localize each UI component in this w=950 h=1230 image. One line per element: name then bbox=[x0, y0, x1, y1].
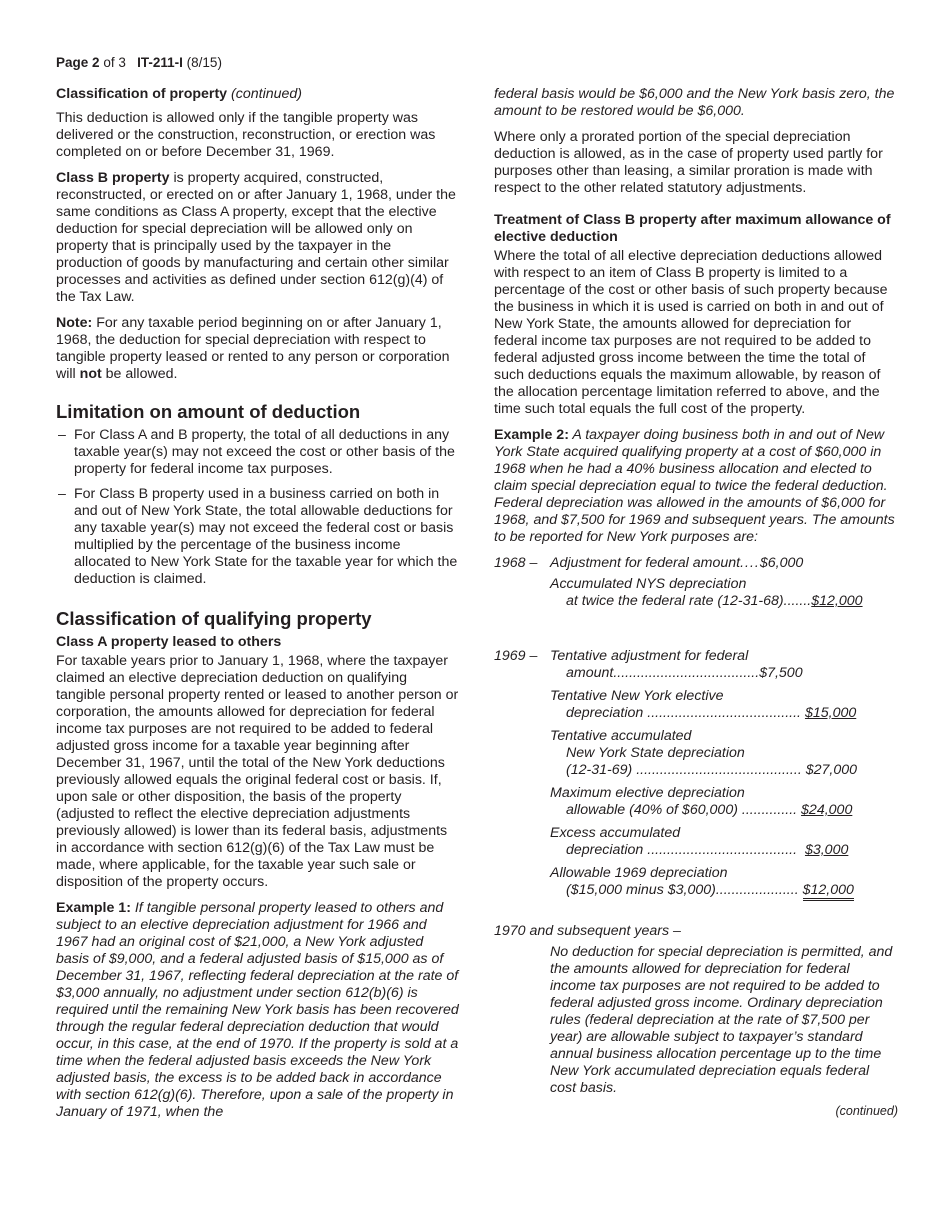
form-id: IT-211-I bbox=[137, 55, 183, 70]
year-1970-paragraph: No deduction for special depreciation is permitted, and the amounts allowed for depreciation for federal income tax purposes are not required to be added to federal adjusted gross income. Ordinary depreciation rules (federal depreciation at the rate of $7,500 per year) are allowable subject to taxpayer’s standard annual business allocation percentage up to the time New York accumulated depreciation equals federal cost basis. bbox=[550, 944, 893, 1096]
class-a-paragraph: For taxable years prior to January 1, 1968, where the taxpayer claimed an elective depreciation deduction on qualifying tangible personal property rented or leased to another person or corporation, the amounts allowed for depreciation for federal income tax purposes are not required to be added to federal adjusted gross income for a taxable year beginning after December 31, 1967, until the total of the New York deductions previously allowed equals the original federal cost or basis. If, upon sale or other disposition, the basis of the property (adjusted to reflect the elective depreciation adjustments previously allowed) is lower than its federal basis, adjustments in accordance with section 612(g)(6) of the Tax Law must be made, where applicable, for the taxable year such sale or disposition of the property occurs. bbox=[56, 653, 459, 890]
treatment-paragraph: Where the total of all elective depreciation deductions allowed with respect to an item of Class B property is limited to a percentage of the cost or other basis of such property because the business in which it is used is carried on both in and out of New York State, the amounts allowed for depreciation for federal income tax purposes are not required to be added to federal adjusted gross income between the time the total of such deductions equals the maximum allowable, by reason of the allocation percentage limitation referred to above, and the time such total equals the full cost of the property. bbox=[494, 248, 888, 417]
tentative-accumulated: Tentative accumulated New York State depreciation (12-31-69) .......................................... $27,000 bbox=[550, 728, 858, 778]
right-column bbox=[494, 86, 898, 1120]
year-1969: 1969 – bbox=[494, 648, 538, 664]
example-1-continued: federal basis would be $6,000 and the New York basis zero, the amount to be restored would be $6,000. bbox=[494, 86, 895, 119]
class-a-heading: Class A property leased to others bbox=[56, 634, 282, 650]
page-header bbox=[56, 54, 222, 71]
class-b-paragraph: Class B property is property acquired, constructed, reconstructed, or erected on or after January 1, 1968, under the same conditions as Class A property, except that the elective deduction for special depreciation will be allowed only on property that is principally used by the taxpayer in the production of goods by manufacturing and certain other similar processes and activities as defined under section 612(g)(4) of the Tax Law. bbox=[56, 170, 456, 305]
page-of: of 3 bbox=[103, 55, 126, 70]
limitation-list bbox=[56, 427, 460, 588]
page-label: Page bbox=[56, 55, 89, 70]
tentative-adjustment: Tentative adjustment for federal amount.....................................$7,500 bbox=[550, 648, 803, 681]
year-1968: 1968 – bbox=[494, 555, 538, 571]
continued-label: (continued) bbox=[835, 1104, 898, 1118]
deduction-allowed-paragraph: This deduction is allowed only if the tangible property was delivered or the construction, reconstruction, or erection was completed on or before December 31, 1969. bbox=[56, 110, 436, 160]
adjustment-federal-amount: Adjustment for federal amount....$6,000 bbox=[550, 555, 804, 571]
note-paragraph: Note: For any taxable period beginning on or after January 1, 1968, the deduction for special depreciation with respect to tangible property leased or rented to any person or corporation will not be allowed. bbox=[56, 315, 450, 382]
schedule-1968 bbox=[494, 555, 898, 610]
example-2-paragraph: Example 2: A taxpayer doing business both in and out of New York State acquired qualifying property at a cost of $60,000 in 1968 when he had a 40% business allocation and elected to claim special depreciation equal to twice the federal deduction. Federal depreciation was allowed in the amounts of $6,000 for 1968, and $7,500 for 1969 and subsequent years. The amounts to be reported for New York purposes are: bbox=[494, 427, 895, 545]
accumulated-nys-depreciation: Accumulated NYS depreciation at twice the federal rate (12-31-68).......$12,000 bbox=[550, 576, 863, 609]
list-item: – For Class A and B property, the total of all deductions in any taxable year(s) may not exceed the cost or other basis of the property for federal income tax purposes. bbox=[56, 427, 460, 478]
maximum-elective: Maximum elective depreciation allowable (40% of $60,000) .............. $24,000 bbox=[550, 785, 853, 818]
page-number: 2 bbox=[92, 55, 100, 70]
example-1-paragraph: Example 1: If tangible personal property leased to others and subject to an elective depreciation adjustment for 1966 and 1967 had an original cost of $21,000, a New York adjusted basis of $9,000, and a federal adjusted basis of $15,000 as of December 31, 1967, reflecting federal depreciation at the rate of $3,000 annually, no adjustment under section 612(b)(6) is required until the remaining New York basis has been recovered through the regular federal depreciation deduction that would occur, in this case, at the end of 1970. If the property is sold at a time when the federal adjusted basis exceeds the New York adjusted basis, the excess is to be added back in accordance with section 612(g)(6). Therefore, upon a sale of the property in January of 1971, when the bbox=[56, 900, 459, 1120]
tentative-ny-elective: Tentative New York elective depreciation ....................................... $15,000 bbox=[550, 688, 857, 721]
limitation-heading: Limitation on amount of deduction bbox=[56, 401, 361, 422]
year-1970-heading: 1970 and subsequent years – bbox=[494, 923, 681, 939]
prorated-paragraph: Where only a prorated portion of the special depreciation deduction is allowed, as in the case of property used partly for purposes other than leasing, a similar proration is made with respect to the other related statutory adjustments. bbox=[494, 129, 883, 196]
treatment-heading: Treatment of Class B property after maximum allowance of elective deduction bbox=[494, 212, 891, 245]
allowable-1969: Allowable 1969 depreciation ($15,000 minus $3,000)..................... $12,000 bbox=[494, 865, 898, 899]
left-column bbox=[56, 86, 460, 1130]
qualifying-property-heading: Classification of qualifying property bbox=[56, 608, 372, 629]
excess-accumulated: Excess accumulated depreciation ...................................... $3,000 bbox=[550, 825, 849, 858]
classification-heading: Classification of property (continued) bbox=[56, 86, 303, 102]
form-date: (8/15) bbox=[186, 55, 222, 70]
list-item: – For Class B property used in a business carried on both in and out of New York State, the total allowable deductions for any taxable year(s) may not exceed the federal cost or basis multiplied by the percentage of the business income allocated to New York State for the taxable year for which the deduction is claimed. bbox=[56, 486, 460, 588]
schedule-1969 bbox=[494, 648, 898, 899]
